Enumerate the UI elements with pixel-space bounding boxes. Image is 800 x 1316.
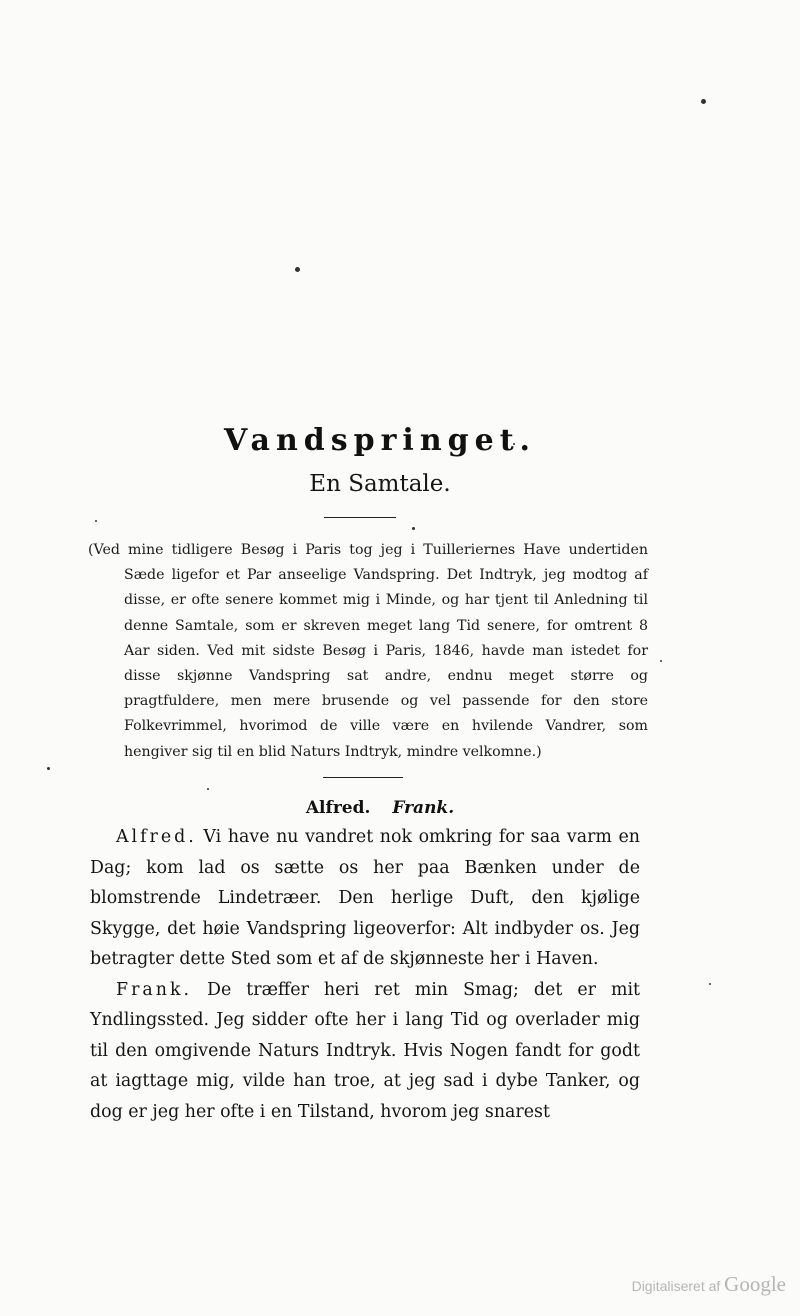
dialogue-paragraph bbox=[90, 822, 640, 975]
divider-rule bbox=[324, 517, 396, 518]
dialogue-text: Vi have nu vandret nok omkring for saa varm en Dag; kom lad os sætte os her paa Bænken under de blomstrende Lindetræer. Den herlige Duft, den kjølige Skygge, det høie Vandspring ligeoverfor: Alt indbyder os. Jeg betragter dette Sted som et af de skjønneste her i Haven. bbox=[90, 827, 640, 969]
scan-speck bbox=[95, 520, 97, 522]
scan-speck bbox=[295, 267, 300, 272]
scan-speck bbox=[660, 660, 662, 662]
introductory-note bbox=[88, 538, 648, 765]
scan-speck bbox=[207, 788, 209, 790]
speaker-label: Frank. bbox=[116, 979, 193, 1000]
scan-speck bbox=[701, 99, 706, 104]
speaker-name-frank: Frank. bbox=[392, 798, 455, 818]
dialogue-text: De træffer heri ret min Smag; det er mit Yndlingssted. Jeg sidder ofte her i lang Tid og overlader mig til den omgivende Naturs Indtryk. Hvis Nogen fandt for godt at iagttage mig, vilde han troe, at jeg sad i dybe Tanker, og dog er jeg her ofte i en Tilstand, hvorom jeg snarest bbox=[90, 979, 640, 1122]
digitization-watermark bbox=[632, 1272, 786, 1297]
watermark-prefix: Digitaliseret af bbox=[631, 1278, 721, 1294]
chapter-subtitle: En Samtale. bbox=[309, 471, 451, 497]
scan-speck bbox=[47, 767, 50, 770]
divider-rule bbox=[323, 777, 403, 778]
scan-speck bbox=[412, 527, 415, 530]
dialogue-paragraph bbox=[90, 975, 640, 1128]
scan-speck bbox=[709, 983, 711, 985]
google-logo: Google bbox=[724, 1272, 786, 1296]
speaker-label: Alfred. bbox=[116, 827, 197, 847]
chapter-title: Vandspringet. bbox=[224, 423, 536, 458]
speaker-list bbox=[0, 798, 760, 818]
intro-text: (Ved mine tidligere Besøg i Paris tog jeg i Tuilleriernes Have undertiden Sæde ligefor et Par anseelige Vandspring. Det Indtryk, jeg modtog af disse, er ofte senere kommet mig i Minde, og har tjent til Anledning til denne Samtale, som er skreven meget lang Tid senere, for omtrent 8 Aar siden. Ved mit sidste Besøg i Paris, 1846, havde man istedet for disse skjønne Vandspring sat andre, endnu meget større og pragtfuldere, men mere brusende og vel passende for den store Folkevrimmel, hvorimod de ville være en hvilende Vandrer, som hengiver sig til en blid Naturs Indtryk, mindre velkomne.) bbox=[88, 542, 648, 760]
speaker-name-alfred: Alfred. bbox=[305, 798, 371, 818]
dialogue-body bbox=[90, 822, 640, 1127]
